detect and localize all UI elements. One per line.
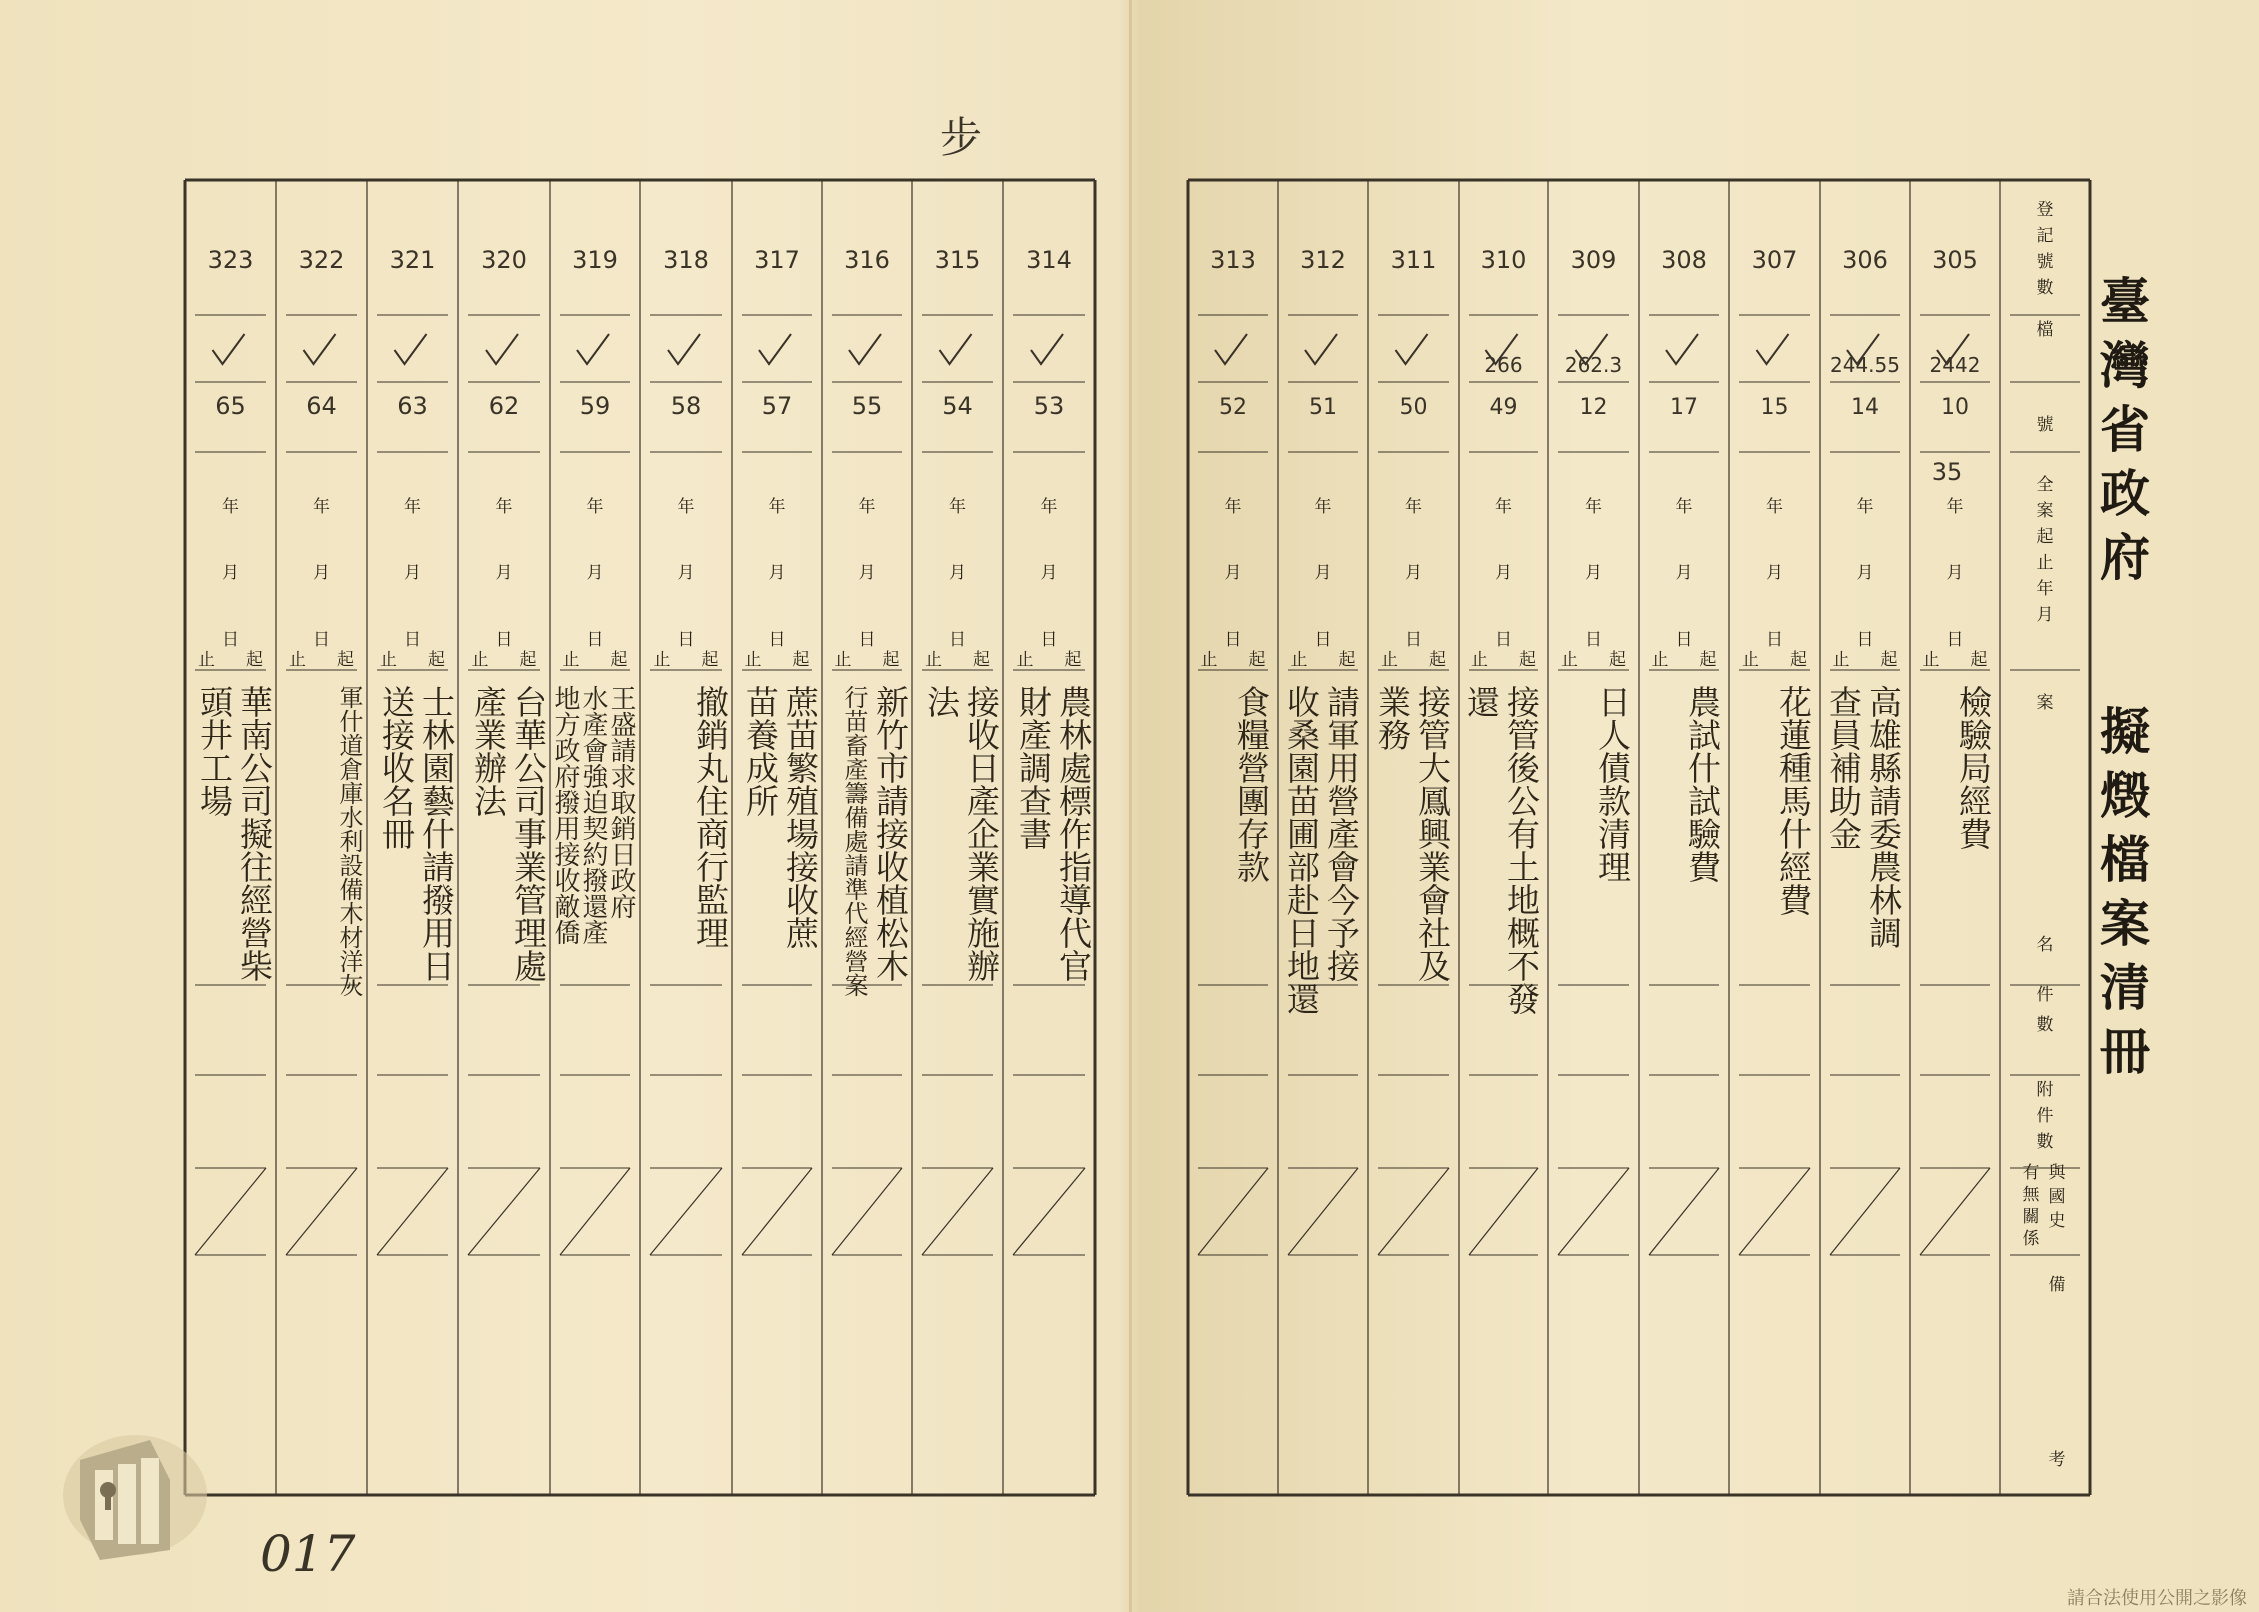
case-name: 接收日產企業實施辦 xyxy=(962,685,1001,982)
case-name: 接管大鳳興業會社及 xyxy=(1413,685,1452,982)
right-date-start: 起 xyxy=(1519,650,1536,670)
header-count: 數 xyxy=(2036,1015,2054,1035)
left-date-day: 日 xyxy=(858,630,876,650)
check-mark xyxy=(1031,334,1063,364)
case-name: 行苗畜產籌備處請準代經營案 xyxy=(840,685,868,997)
right-date-year: 年 xyxy=(1856,497,1874,517)
case-name: 王盛請求取銷日政府 xyxy=(606,685,636,919)
case-name: 軍什道倉庫水利設備木材洋灰 xyxy=(335,685,363,997)
right-date-year: 年 xyxy=(1495,497,1512,517)
reg-number: 307 xyxy=(1751,246,1798,274)
left-date-year: 年 xyxy=(1040,497,1058,517)
header-dates: 全 xyxy=(2036,475,2054,495)
right-date-month: 月 xyxy=(1946,563,1964,583)
footer-note: 請合法使用公開之影像 xyxy=(2067,1588,2247,1609)
file-number: 59 xyxy=(579,392,611,420)
check-mark xyxy=(486,334,518,364)
right-date-day: 日 xyxy=(1495,630,1512,650)
header-attach: 件 xyxy=(2036,1106,2054,1126)
case-name: 地方政府撥用接收敵僑 xyxy=(550,685,580,945)
left-date-end: 止 xyxy=(653,650,671,670)
header-reg-no: 登 xyxy=(2036,200,2054,220)
right-date-year: 年 xyxy=(1314,497,1332,517)
right-date-day: 日 xyxy=(1405,630,1422,650)
right-date-start: 起 xyxy=(1880,650,1898,670)
right-history-slash xyxy=(1198,1168,1268,1255)
left-date-end: 止 xyxy=(380,650,397,670)
right-date-day: 日 xyxy=(1766,630,1783,650)
file-number: 57 xyxy=(761,392,793,420)
file-number: 50 xyxy=(1399,395,1428,420)
page-number: 017 xyxy=(260,1525,356,1583)
check-mark xyxy=(759,334,791,364)
right-date-day: 日 xyxy=(1224,630,1242,650)
right-date-month: 月 xyxy=(1856,563,1874,583)
header-history: 無 xyxy=(2022,1185,2040,1205)
right-date-end: 止 xyxy=(1290,650,1308,670)
right-date-end: 止 xyxy=(1471,650,1488,670)
right-date-day: 日 xyxy=(1856,630,1874,650)
left-date-day: 日 xyxy=(677,630,695,650)
left-date-end: 止 xyxy=(925,650,942,670)
right-date-year: 年 xyxy=(1405,497,1422,517)
right-date-month: 月 xyxy=(1675,563,1693,583)
check-mark xyxy=(577,334,609,364)
case-name: 蔗苗繁殖場接收蔗 xyxy=(781,685,820,949)
case-name: 士林園藝什請撥用日 xyxy=(417,685,456,982)
right-date-end: 止 xyxy=(1922,650,1940,670)
right-date-start: 起 xyxy=(1248,650,1266,670)
left-date-year: 年 xyxy=(677,497,695,517)
reg-number: 310 xyxy=(1480,246,1527,274)
left-date-year: 年 xyxy=(313,497,330,517)
header-history: 關 xyxy=(2022,1207,2040,1227)
right-date-day: 日 xyxy=(1314,630,1332,650)
right-date-day: 日 xyxy=(1946,630,1964,650)
reg-number: 321 xyxy=(389,246,436,274)
case-name: 農林處標作指導代官 xyxy=(1054,685,1093,982)
left-date-end: 止 xyxy=(289,650,306,670)
left-date-day: 日 xyxy=(404,630,421,650)
right-date-end: 止 xyxy=(1651,650,1669,670)
case-name: 花蓮種馬什經費 xyxy=(1774,685,1813,916)
header-dates: 案 xyxy=(2036,501,2054,521)
file-number: 55 xyxy=(851,392,883,420)
header-file-no-top: 檔 xyxy=(2036,320,2054,340)
left-history-slash xyxy=(1013,1168,1085,1255)
left-date-year: 年 xyxy=(949,497,966,517)
left-date-year: 年 xyxy=(404,497,421,517)
file-number: 53 xyxy=(1033,392,1065,420)
case-name: 撤銷丸住商行監理 xyxy=(691,685,730,949)
right-history-slash xyxy=(1830,1168,1900,1255)
header-history: 與 xyxy=(2048,1163,2066,1183)
file-number: 52 xyxy=(1219,395,1247,420)
left-date-day: 日 xyxy=(495,630,513,650)
left-date-start: 起 xyxy=(973,650,990,670)
right-date-month: 月 xyxy=(1314,563,1332,583)
reg-number: 316 xyxy=(844,246,890,274)
case-name: 財產調查書 xyxy=(1014,685,1053,850)
left-date-month: 月 xyxy=(313,563,330,583)
file-number-top: 2442 xyxy=(1929,353,1981,377)
file-number: 63 xyxy=(397,392,428,420)
year-value: 35 xyxy=(1931,458,1963,486)
check-mark xyxy=(1666,334,1698,364)
case-name: 產業辦法 xyxy=(469,685,508,817)
right-history-slash xyxy=(1469,1168,1538,1255)
left-date-year: 年 xyxy=(586,497,604,517)
left-date-month: 月 xyxy=(858,563,876,583)
right-date-end: 止 xyxy=(1200,650,1218,670)
left-date-month: 月 xyxy=(495,563,513,583)
header-attach: 數 xyxy=(2036,1132,2054,1152)
left-date-end: 止 xyxy=(562,650,580,670)
left-date-year: 年 xyxy=(222,497,239,517)
right-date-year: 年 xyxy=(1585,497,1602,517)
header-dates: 月 xyxy=(2036,605,2054,625)
right-date-month: 月 xyxy=(1495,563,1512,583)
header-case-bottom: 名 xyxy=(2036,935,2054,955)
left-date-month: 月 xyxy=(404,563,421,583)
reg-number: 317 xyxy=(754,246,800,274)
reg-number: 323 xyxy=(207,246,254,274)
reg-number: 322 xyxy=(298,246,345,274)
case-name: 查員補助金 xyxy=(1824,685,1863,850)
right-date-year: 年 xyxy=(1675,497,1693,517)
case-name: 食糧營團存款 xyxy=(1232,685,1271,883)
header-reg-no: 號 xyxy=(2036,252,2054,272)
header-reg-no: 數 xyxy=(2036,278,2054,298)
left-date-start: 起 xyxy=(701,650,719,670)
check-mark xyxy=(1757,334,1789,364)
reg-number: 305 xyxy=(1932,246,1978,274)
header-dates: 年 xyxy=(2036,579,2054,599)
left-date-start: 起 xyxy=(1064,650,1082,670)
left-history-slash xyxy=(742,1168,812,1255)
right-history-slash xyxy=(1558,1168,1629,1255)
header-file-no-bottom: 號 xyxy=(2036,415,2054,435)
header-count: 件 xyxy=(2036,985,2054,1005)
left-date-year: 年 xyxy=(768,497,786,517)
left-date-start: 起 xyxy=(428,650,445,670)
case-name: 日人債款清理 xyxy=(1593,685,1632,883)
case-name: 苗養成所 xyxy=(741,685,780,817)
reg-number: 320 xyxy=(481,246,527,274)
case-name: 接管後公有土地概不發 xyxy=(1502,685,1541,1015)
header-reg-no: 記 xyxy=(2036,226,2054,246)
header-history: 有 xyxy=(2022,1163,2040,1183)
right-date-year: 年 xyxy=(1946,497,1964,517)
left-date-end: 止 xyxy=(471,650,489,670)
right-history-slash xyxy=(1649,1168,1719,1255)
right-date-end: 止 xyxy=(1561,650,1578,670)
document-subtitle: 擬燬檔案清冊 xyxy=(2092,705,2151,1089)
left-date-month: 月 xyxy=(677,563,695,583)
left-history-slash xyxy=(195,1168,266,1255)
header-remark-bottom: 考 xyxy=(2048,1450,2066,1470)
right-date-end: 止 xyxy=(1742,650,1759,670)
case-name: 還 xyxy=(1462,685,1501,718)
right-history-slash xyxy=(1378,1168,1449,1255)
right-date-end: 止 xyxy=(1381,650,1398,670)
right-date-day: 日 xyxy=(1675,630,1693,650)
file-number: 49 xyxy=(1489,395,1518,420)
left-history-slash xyxy=(377,1168,448,1255)
file-number: 65 xyxy=(215,392,246,420)
header-attach: 附 xyxy=(2036,1080,2054,1100)
header-remark-top: 備 xyxy=(2048,1275,2066,1295)
reg-number: 308 xyxy=(1661,246,1707,274)
check-mark xyxy=(1215,334,1247,364)
left-history-slash xyxy=(560,1168,630,1255)
reg-number: 319 xyxy=(572,246,618,274)
case-name: 頭井工場 xyxy=(195,685,234,817)
left-history-slash xyxy=(922,1168,993,1255)
left-date-start: 起 xyxy=(519,650,537,670)
archive-logo-stamp xyxy=(60,1420,210,1570)
reg-number: 315 xyxy=(934,246,981,274)
right-date-start: 起 xyxy=(1429,650,1446,670)
left-date-end: 止 xyxy=(198,650,215,670)
left-date-month: 月 xyxy=(586,563,604,583)
reg-number: 318 xyxy=(663,246,709,274)
reg-number: 312 xyxy=(1300,246,1346,274)
header-dates: 起 xyxy=(2036,527,2054,547)
right-date-year: 年 xyxy=(1224,497,1242,517)
left-date-month: 月 xyxy=(768,563,786,583)
left-history-slash xyxy=(650,1168,722,1255)
case-name: 檢驗局經費 xyxy=(1954,685,1993,850)
file-number: 12 xyxy=(1579,395,1608,420)
left-date-end: 止 xyxy=(834,650,852,670)
left-date-year: 年 xyxy=(858,497,876,517)
left-date-start: 起 xyxy=(337,650,354,670)
reg-number: 314 xyxy=(1026,246,1072,274)
right-history-slash xyxy=(1739,1168,1810,1255)
file-number: 10 xyxy=(1941,395,1969,420)
file-number: 15 xyxy=(1760,395,1789,420)
right-date-start: 起 xyxy=(1699,650,1717,670)
check-mark xyxy=(304,334,336,364)
case-name: 高雄縣請委農林調 xyxy=(1864,685,1903,949)
check-mark xyxy=(1396,334,1428,364)
case-name: 農試什試驗費 xyxy=(1683,685,1722,883)
left-date-day: 日 xyxy=(222,630,239,650)
left-date-end: 止 xyxy=(1016,650,1034,670)
document-title: 臺灣省政府 xyxy=(2092,275,2151,595)
right-date-month: 月 xyxy=(1224,563,1242,583)
left-date-start: 起 xyxy=(792,650,810,670)
left-date-day: 日 xyxy=(313,630,330,650)
check-mark xyxy=(940,334,972,364)
file-number-top: 262.3 xyxy=(1564,353,1623,377)
right-date-start: 起 xyxy=(1338,650,1356,670)
header-case-top: 案 xyxy=(2036,693,2054,713)
case-name: 業務 xyxy=(1373,685,1412,751)
reg-number: 313 xyxy=(1210,246,1256,274)
right-history-slash xyxy=(1288,1168,1358,1255)
case-name: 華南公司擬往經營柴 xyxy=(235,685,274,982)
check-mark xyxy=(849,334,881,364)
right-date-year: 年 xyxy=(1766,497,1783,517)
left-date-day: 日 xyxy=(949,630,966,650)
right-date-month: 月 xyxy=(1405,563,1422,583)
file-number: 17 xyxy=(1670,395,1698,420)
file-number-top: 266 xyxy=(1484,353,1523,377)
left-date-day: 日 xyxy=(1040,630,1058,650)
left-date-month: 月 xyxy=(1040,563,1058,583)
left-date-start: 起 xyxy=(882,650,900,670)
header-history: 係 xyxy=(2022,1229,2040,1249)
case-name: 新竹市請接收植松木 xyxy=(871,685,910,982)
case-name: 台華公司事業管理處 xyxy=(509,685,548,982)
right-date-month: 月 xyxy=(1766,563,1783,583)
header-history: 史 xyxy=(2048,1211,2066,1231)
case-name: 水產會強迫契約撥還產 xyxy=(578,685,608,945)
right-date-start: 起 xyxy=(1790,650,1807,670)
case-name: 法 xyxy=(922,685,961,718)
right-date-start: 起 xyxy=(1609,650,1626,670)
case-name: 請軍用營產會今予接 xyxy=(1322,685,1361,982)
file-number: 51 xyxy=(1309,395,1337,420)
right-date-month: 月 xyxy=(1585,563,1602,583)
reg-number: 306 xyxy=(1842,246,1888,274)
left-history-slash xyxy=(468,1168,540,1255)
header-dates: 止 xyxy=(2036,553,2054,573)
left-date-start: 起 xyxy=(610,650,628,670)
file-number: 14 xyxy=(1851,395,1879,420)
left-date-day: 日 xyxy=(586,630,604,650)
right-history-slash xyxy=(1920,1168,1990,1255)
right-date-day: 日 xyxy=(1585,630,1602,650)
case-name: 收桑園苗圃部赴日地還 xyxy=(1282,685,1321,1015)
check-mark xyxy=(668,334,700,364)
file-number: 58 xyxy=(670,392,702,420)
reg-number: 311 xyxy=(1390,246,1437,274)
file-number-top: 244.55 xyxy=(1830,353,1900,377)
reg-number: 309 xyxy=(1570,246,1617,274)
left-date-day: 日 xyxy=(768,630,786,650)
left-date-end: 止 xyxy=(744,650,762,670)
left-date-month: 月 xyxy=(222,563,239,583)
file-number: 64 xyxy=(306,392,337,420)
file-number: 54 xyxy=(942,392,973,420)
left-date-start: 起 xyxy=(246,650,263,670)
right-date-end: 止 xyxy=(1832,650,1850,670)
header-history: 國 xyxy=(2048,1187,2066,1207)
right-date-start: 起 xyxy=(1970,650,1988,670)
case-name: 送接收名冊 xyxy=(377,685,416,850)
left-history-slash xyxy=(832,1168,902,1255)
left-date-month: 月 xyxy=(949,563,966,583)
file-number: 62 xyxy=(488,392,520,420)
check-mark xyxy=(213,334,245,364)
left-date-year: 年 xyxy=(495,497,513,517)
check-mark xyxy=(1305,334,1337,364)
check-mark xyxy=(395,334,427,364)
left-history-slash xyxy=(286,1168,357,1255)
top-mark: 步 xyxy=(940,113,983,162)
